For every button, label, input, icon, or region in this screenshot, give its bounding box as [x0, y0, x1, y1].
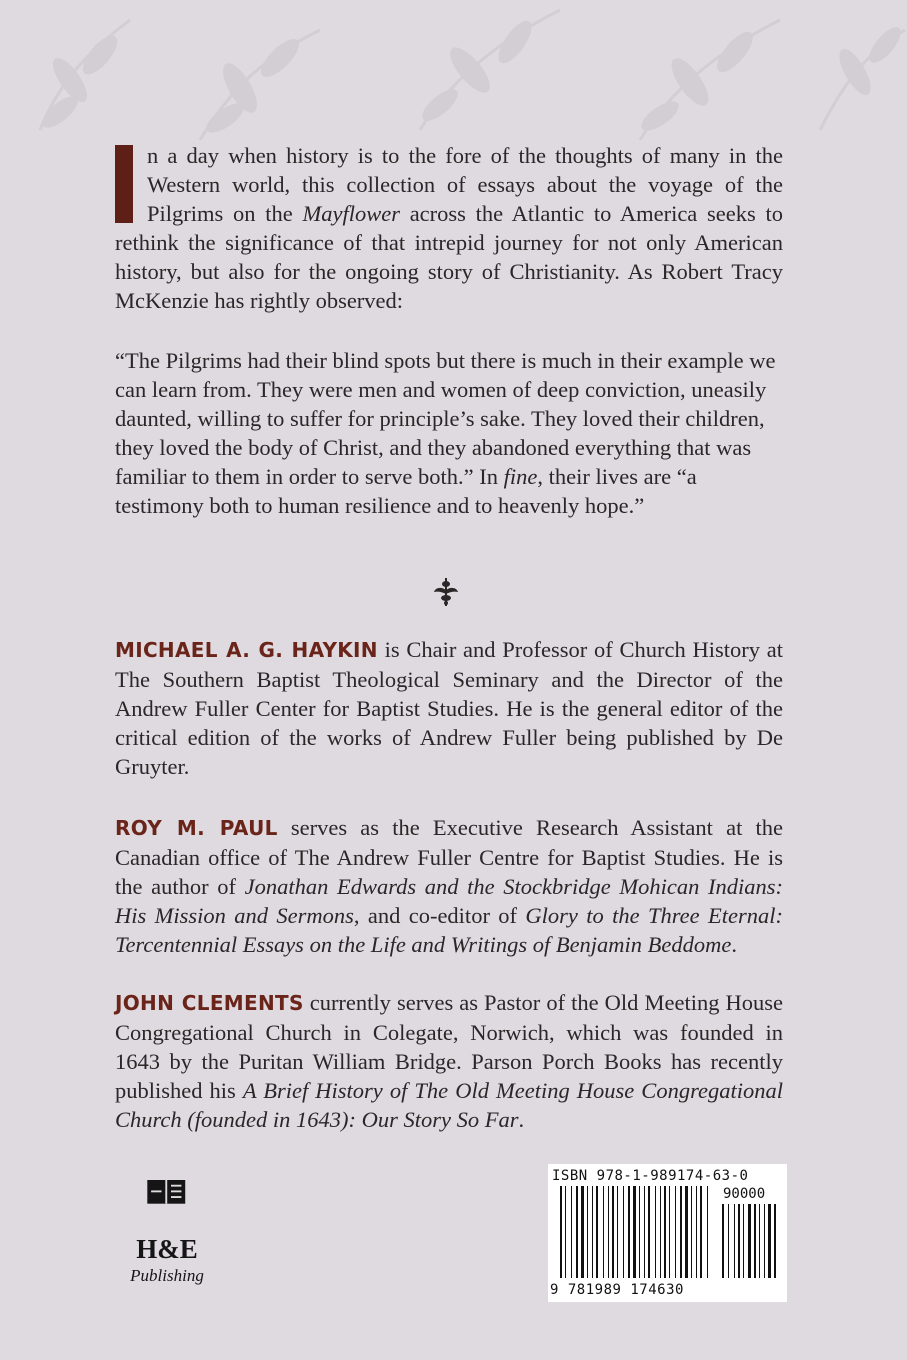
- bio-paul: [115, 813, 783, 959]
- isbn-barcode: [548, 1164, 787, 1302]
- dropcap-letter: [115, 145, 133, 223]
- bio-clements: [115, 988, 783, 1134]
- bio-text: .: [731, 932, 738, 957]
- publisher-sub: Publishing: [130, 1266, 204, 1285]
- book-title: Jonathan Edwards and the Stockbridge Mohican Indians: His Mission and Sermons: [115, 874, 783, 928]
- leaf-pattern-decoration: [0, 0, 907, 140]
- author-name: ROY M. PAUL: [115, 816, 278, 840]
- bio-text: is Chair and Professor of Church History at The Southern Baptist Theological Seminary and the Director of the Andrew Fuller Center for Baptist Studies. He is the general editor of the critical edition of the works of Andrew Fuller being published by De Gruyter.: [115, 637, 783, 779]
- bio-text: , and co-editor of: [353, 903, 526, 928]
- isbn-number: 9 781989 174630: [550, 1282, 684, 1298]
- book-title: A Brief History of The Old Meeting House Congregational Church (founded in 1643): Our Story So Far: [115, 1078, 783, 1132]
- isbn-label: ISBN 978-1-989174-63-0: [552, 1168, 749, 1184]
- author-name: JOHN CLEMENTS: [115, 991, 304, 1015]
- publisher-book-icon: [131, 1180, 211, 1234]
- bio-text: serves as the Executive Research Assistant at the Canadian office of The Andrew Fuller Centre for Baptist Studies. He is the author of: [115, 815, 783, 899]
- author-name: MICHAEL A. G. HAYKIN: [115, 638, 378, 662]
- bio-text: currently serves as Pastor of the Old Meeting House Congregational Church in Colegate, Norwich, which was founded in 1643 by the Puritan William Bridge. Parson Porch Books has recently published his: [115, 990, 784, 1103]
- bio-haykin: [115, 635, 783, 781]
- intro-text-cont: across the Atlantic to America seeks to rethink the significance of that intrepid journey for not only American history, but also for the ongoing story of Christianity. As Robert Tracy McKenzie has rightly observed:: [115, 201, 783, 313]
- intro-italic: Mayflower: [302, 201, 400, 226]
- price-code: 90000: [723, 1186, 766, 1202]
- bio-text: .: [518, 1107, 525, 1132]
- quote-text-cont: , their lives are “a testimony both to human resilience and to heavenly hope.”: [115, 464, 697, 518]
- quote-italic: fine: [503, 464, 538, 489]
- intro-text: n a day when history is to the fore of the thoughts of many in the Western world, this collection of essays about the voyage of the Pilgrims on the: [147, 143, 783, 226]
- fleuron-ornament-icon: [433, 578, 459, 606]
- intro-paragraph: [115, 141, 783, 315]
- quote-text: “The Pilgrims had their blind spots but there is much in their example we can learn from. They were men and women of deep conviction, uneasily daunted, willing to suffer for principle’s sake. They loved their children, they loved the body of Christ, and they abandoned everything that was familiar to them in order to serve both.” In: [115, 348, 776, 489]
- publisher-name: H&E: [136, 1234, 198, 1264]
- quote-paragraph: [115, 346, 783, 520]
- book-title: Glory to the Three Eternal: Tercentennial Essays on the Life and Writings of Benjamin Beddome: [115, 903, 783, 957]
